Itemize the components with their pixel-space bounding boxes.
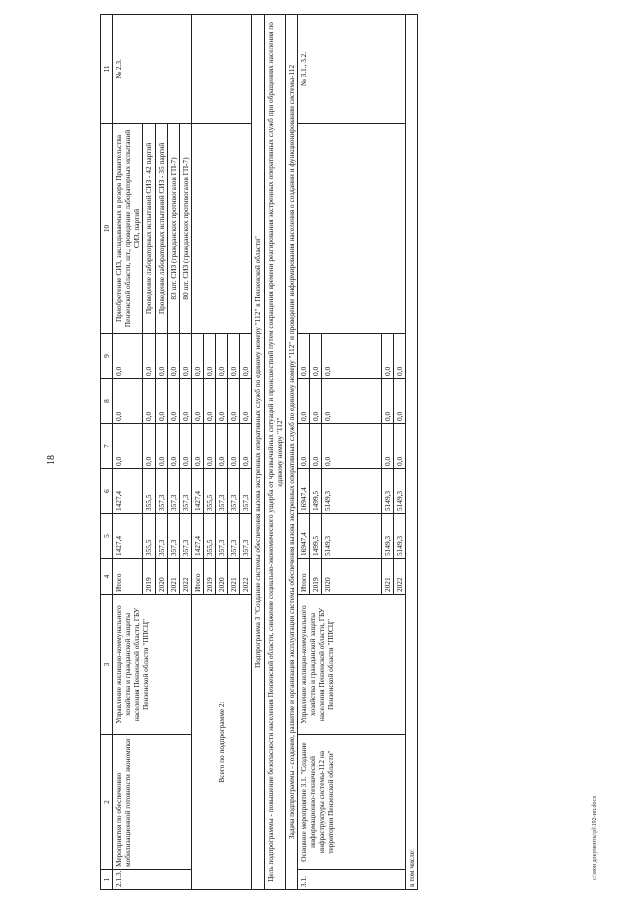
value-regional: 357,3: [240, 469, 252, 514]
value-other: 0,0: [382, 334, 394, 379]
indicator-text: 80 шт. СИЗ (гражданских противогазов ГП-7): [179, 124, 191, 334]
period: 2022: [240, 559, 252, 595]
value-local: 0,0: [309, 379, 321, 424]
value-local: 0,0: [143, 379, 155, 424]
value-other: 0,0: [203, 334, 215, 379]
subprogram-title: Подпрограмма 3 "Создание системы обеспечения вызова экстренных оперативных служб по единому номеру "112" в Пензенской области": [252, 15, 264, 890]
value-total: 357,3: [228, 514, 240, 559]
value-other: 0,0: [297, 334, 309, 379]
period: 2021: [228, 559, 240, 595]
value-local: 0,0: [167, 379, 179, 424]
subprogram-goal: Цель подпрограммы - повышение безопасности населения Пензенской области, снижение социально-экономического ущерба от чрезвычайных ситуаций и происшествий путем сокращения времени реагирования экстренных оперативных служб при обращениях населения по единому номеру "112": [264, 15, 285, 890]
period: 2019: [143, 559, 155, 595]
table-row: [113, 15, 143, 890]
value-other: 0,0: [216, 334, 228, 379]
value-federal: 0,0: [228, 424, 240, 469]
subprogram-task: Задача подпрограммы - создание, развитие и организация эксплуатации системы обеспечения вызова экстренных оперативных служб по единому номеру "112" и проведение информирования населения о создании и функционировании системы-112: [285, 15, 297, 890]
value-local: 0,0: [240, 379, 252, 424]
value-total: 357,3: [240, 514, 252, 559]
value-total: 1499,5: [309, 514, 321, 559]
item-number: 2.1.3.: [113, 870, 192, 890]
value-local: 0,0: [394, 379, 406, 424]
empty-cell: [191, 124, 252, 334]
executor: Управление жилищно-коммунального хозяйства и гражданской защиты населения Пензенской области, ГБУ Пензенской области "ППСЦ": [297, 595, 405, 735]
program-activities-table: [100, 14, 418, 890]
value-regional: 1499,5: [309, 469, 321, 514]
column-number-row: [101, 15, 113, 890]
value-federal: 0,0: [191, 424, 203, 469]
value-regional: 355,5: [143, 469, 155, 514]
value-total: 1427,4: [113, 514, 143, 559]
period: Итого: [191, 559, 203, 595]
value-other: 0,0: [167, 334, 179, 379]
value-regional: 357,3: [179, 469, 191, 514]
value-federal: 0,0: [155, 424, 167, 469]
value-other: 0,0: [322, 334, 382, 379]
value-regional: 357,3: [216, 469, 228, 514]
value-total: 357,3: [216, 514, 228, 559]
indicator-ref: № 3.1., 3.2.: [297, 15, 405, 124]
value-total: 5149,3: [394, 514, 406, 559]
value-other: 0,0: [143, 334, 155, 379]
value-regional: 16947,4: [297, 469, 309, 514]
col-header: 3: [101, 595, 113, 735]
period: 2019: [203, 559, 215, 595]
value-total: 357,3: [179, 514, 191, 559]
period: Итого: [113, 559, 143, 595]
period: 2021: [382, 559, 394, 595]
value-local: 0,0: [297, 379, 309, 424]
value-total: 357,3: [167, 514, 179, 559]
value-federal: 0,0: [394, 424, 406, 469]
value-local: 0,0: [191, 379, 203, 424]
value-regional: 1427,4: [191, 469, 203, 514]
value-federal: 0,0: [297, 424, 309, 469]
value-regional: 357,3: [228, 469, 240, 514]
col-header: 10: [101, 124, 113, 334]
value-other: 0,0: [394, 334, 406, 379]
value-local: 0,0: [228, 379, 240, 424]
indicator-text: Проведение лабораторных испытаний СИЗ - 42 партий: [143, 124, 155, 334]
value-regional: 357,3: [155, 469, 167, 514]
value-other: 0,0: [309, 334, 321, 379]
value-other: 0,0: [155, 334, 167, 379]
col-header: 5: [101, 514, 113, 559]
value-total: 16947,4: [297, 514, 309, 559]
indicator-text: 83 шт. СИЗ (гражданских противогазов ГП-7): [167, 124, 179, 334]
value-federal: 0,0: [203, 424, 215, 469]
value-federal: 0,0: [322, 424, 382, 469]
value-federal: 0,0: [167, 424, 179, 469]
activity-name: Основное мероприятие 3.1. "Создание информационно-технической инфраструктуры системы-112 на территории Пензенской области": [297, 735, 405, 870]
activity-name: Мероприятия по обеспечению мобилизационной готовности экономики: [113, 735, 192, 870]
item-number: 3.1.: [297, 870, 405, 890]
value-regional: 1427,4: [113, 469, 143, 514]
period: 2019: [309, 559, 321, 595]
empty-cell: [191, 15, 252, 124]
value-regional: 357,3: [167, 469, 179, 514]
value-local: 0,0: [179, 379, 191, 424]
value-total: 355,5: [203, 514, 215, 559]
value-total: 1427,4: [191, 514, 203, 559]
col-header: 9: [101, 334, 113, 379]
value-local: 0,0: [203, 379, 215, 424]
value-regional: 355,5: [203, 469, 215, 514]
value-total: 355,5: [143, 514, 155, 559]
period: 2020: [155, 559, 167, 595]
value-other: 0,0: [191, 334, 203, 379]
col-header: 6: [101, 469, 113, 514]
value-other: 0,0: [240, 334, 252, 379]
rotated-table-sheet: [100, 15, 585, 890]
col-header: 11: [101, 15, 113, 124]
value-total: 357,3: [155, 514, 167, 559]
table-row: [297, 15, 309, 890]
empty-cell: [297, 124, 405, 334]
period: 2022: [394, 559, 406, 595]
value-regional: 5149,3: [322, 469, 382, 514]
indicator-text: Проведение лабораторных испытаний СИЗ - 35 партий: [155, 124, 167, 334]
executor: Управление жилищно-коммунального хозяйства и гражданской защиты населения Пензенской области, ГБУ Пензенской области "ППСЦ": [113, 595, 192, 735]
col-header: 8: [101, 379, 113, 424]
period: 2020: [216, 559, 228, 595]
value-other: 0,0: [179, 334, 191, 379]
value-local: 0,0: [382, 379, 394, 424]
indicator-text: Приобретение СИЗ, закладываемых в резерв Правительства Пензенской области, шт., проведение лабораторных испытаний СИЗ, партий: [113, 124, 143, 334]
subprogram-total-label: Всего по подпрограмме 2:: [191, 595, 252, 890]
value-local: 0,0: [322, 379, 382, 424]
value-local: 0,0: [113, 379, 143, 424]
value-other: 0,0: [113, 334, 143, 379]
total-row: [191, 15, 203, 890]
value-total: 5149,3: [322, 514, 382, 559]
period: Итого: [297, 559, 309, 595]
col-header: 2: [101, 735, 113, 870]
value-regional: 5149,3: [382, 469, 394, 514]
value-local: 0,0: [155, 379, 167, 424]
period: 2021: [167, 559, 179, 595]
col-header: 4: [101, 559, 113, 595]
value-local: 0,0: [216, 379, 228, 424]
value-federal: 0,0: [179, 424, 191, 469]
value-other: 0,0: [228, 334, 240, 379]
period: 2020: [322, 559, 382, 595]
indicator-ref: № 2.3.: [113, 15, 192, 124]
page-number: 18: [46, 455, 57, 465]
value-federal: 0,0: [113, 424, 143, 469]
col-header: 7: [101, 424, 113, 469]
footer-file-path: c:\мои документы\pl\192-ип.docx: [592, 795, 598, 880]
value-federal: 0,0: [240, 424, 252, 469]
period: 2022: [179, 559, 191, 595]
col-header: 1: [101, 870, 113, 890]
value-federal: 0,0: [143, 424, 155, 469]
value-total: 5149,3: [382, 514, 394, 559]
in-that-number-label: в том числе:: [406, 15, 418, 890]
value-federal: 0,0: [382, 424, 394, 469]
value-regional: 5149,3: [394, 469, 406, 514]
value-federal: 0,0: [216, 424, 228, 469]
value-federal: 0,0: [309, 424, 321, 469]
